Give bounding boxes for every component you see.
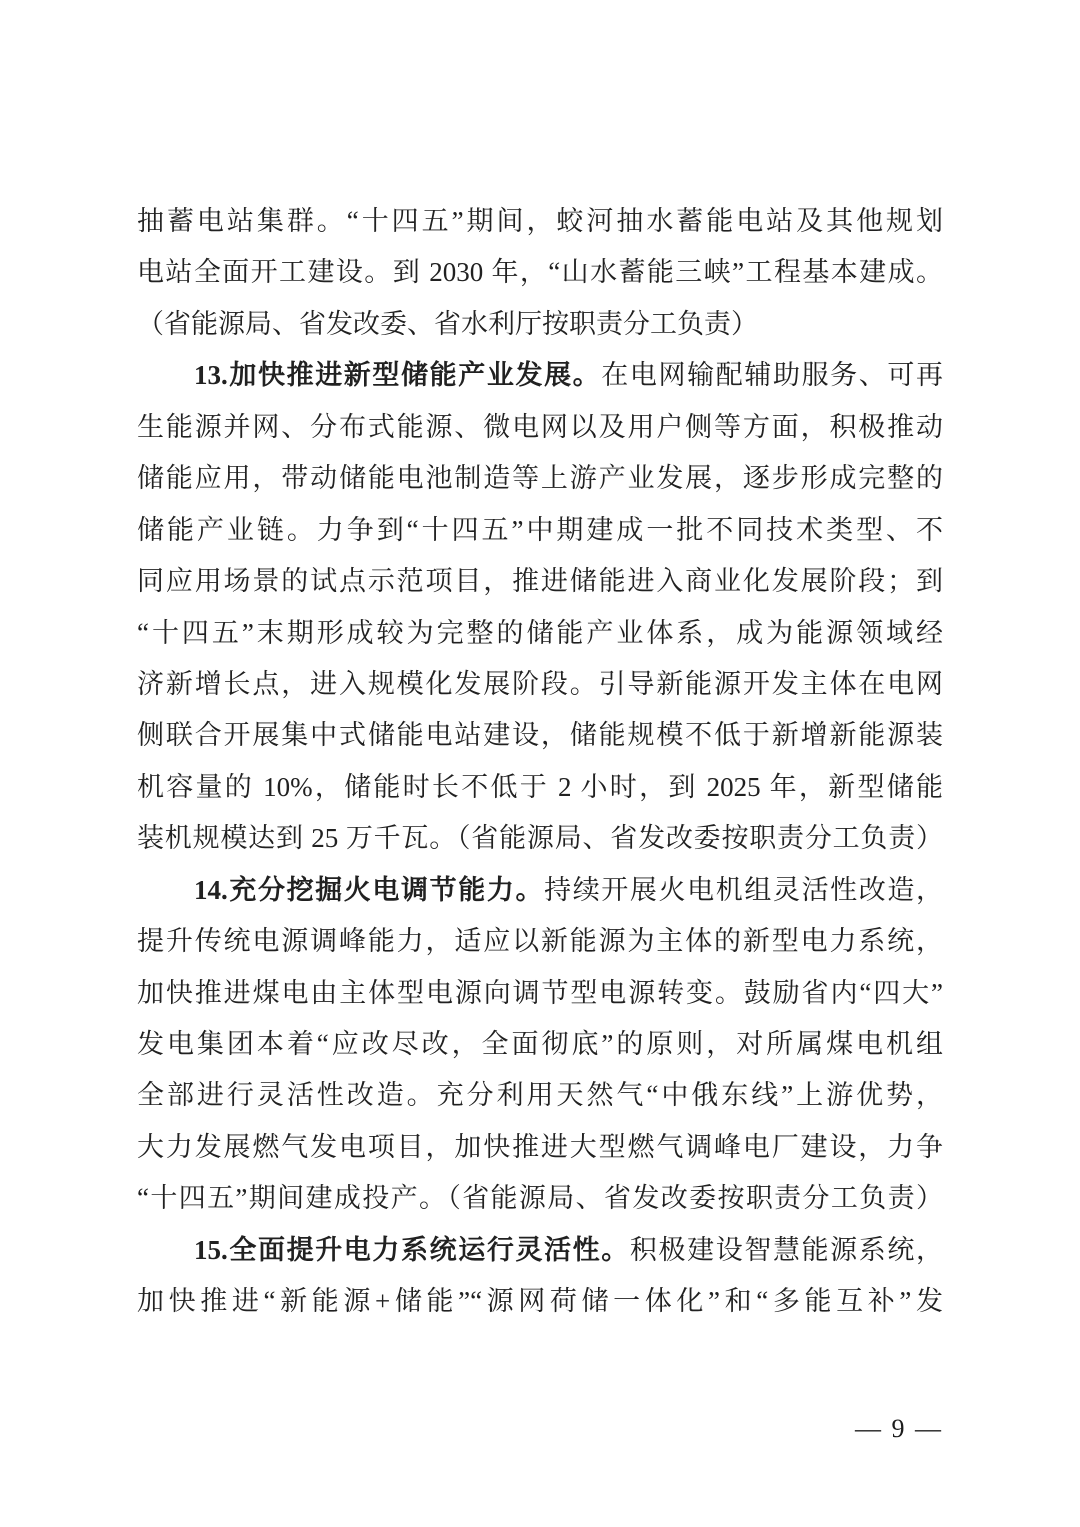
line-text: 加快推进“新能源+储能”“源网荷储一体化”和“多能互补”发 bbox=[137, 1286, 943, 1317]
document-body bbox=[137, 196, 943, 1328]
line-text: 在电网输配辅助服务、可再 bbox=[601, 360, 944, 391]
line-text: “十四五”期间建成投产。（省能源局、省发改委按职责分工负责） bbox=[137, 1183, 943, 1214]
line-text: 侧联合开展集中式储能电站建设，储能规模不低于新增新能源装 bbox=[137, 720, 943, 751]
text-line bbox=[137, 1019, 943, 1070]
text-line bbox=[137, 1173, 943, 1224]
line-text: 机容量的 10%，储能时长不低于 2 小时，到 2025 年，新型储能 bbox=[137, 771, 943, 802]
text-line bbox=[137, 556, 943, 607]
text-line bbox=[137, 659, 943, 710]
line-text: 提升传统电源调峰能力，适应以新能源为主体的新型电力系统， bbox=[137, 926, 943, 957]
line-text: 储能应用，带动储能电池制造等上游产业发展，逐步形成完整的 bbox=[137, 463, 943, 494]
text-line bbox=[137, 608, 943, 659]
line-text: 抽蓄电站集群。“十四五”期间，蛟河抽水蓄能电站及其他规划 bbox=[137, 206, 943, 236]
page-number: — 9 — bbox=[855, 1414, 943, 1443]
text-line bbox=[137, 916, 943, 967]
line-text: 电站全面开工建设。到 2030 年，“山水蓄能三峡”工程基本建成。 bbox=[137, 257, 943, 288]
text-line bbox=[137, 299, 943, 350]
text-line bbox=[137, 247, 943, 298]
line-text: （省能源局、省发改委、省水利厅按职责分工负责） bbox=[137, 308, 758, 339]
line-text: “十四五”末期形成较为完整的储能产业体系，成为能源领域经 bbox=[137, 617, 943, 648]
line-text: 同应用场景的试点示范项目，推进储能进入商业化发展阶段；到 bbox=[137, 566, 943, 597]
text-line bbox=[137, 1276, 943, 1327]
text-line bbox=[137, 762, 943, 813]
text-line bbox=[137, 710, 943, 761]
line-text: 持续开展火电机组灵活性改造， bbox=[544, 874, 944, 905]
line-text: 储能产业链。力争到“十四五”中期建成一批不同技术类型、不 bbox=[137, 514, 943, 545]
text-line bbox=[137, 196, 943, 247]
text-line bbox=[137, 1122, 943, 1173]
section-heading: 13.加快推进新型储能产业发展。 bbox=[194, 360, 602, 391]
section-heading: 14.充分挖掘火电调节能力。 bbox=[194, 874, 545, 905]
line-text: 发电集团本着“应改尽改，全面彻底”的原则，对所属煤电机组 bbox=[137, 1029, 943, 1059]
text-line bbox=[137, 1070, 943, 1121]
line-text: 济新增长点，进入规模化发展阶段。引导新能源开发主体在电网 bbox=[137, 668, 943, 699]
text-line bbox=[137, 453, 943, 504]
text-line bbox=[137, 402, 943, 453]
text-line bbox=[137, 505, 943, 556]
line-text: 生能源并网、分布式能源、微电网以及用户侧等方面，积极推动 bbox=[137, 411, 943, 442]
line-text: 积极建设智慧能源系统， bbox=[629, 1234, 944, 1265]
text-line bbox=[137, 968, 943, 1019]
line-text: 大力发展燃气发电项目，加快推进大型燃气调峰电厂建设，力争 bbox=[137, 1131, 943, 1162]
line-text: 加快推进煤电由主体型电源向调节型电源转变。鼓励省内“四大” bbox=[137, 977, 943, 1008]
line-text: 全部进行灵活性改造。充分利用天然气“中俄东线”上游优势， bbox=[137, 1080, 943, 1111]
text-line-section-14 bbox=[137, 865, 943, 916]
text-line-section-15 bbox=[137, 1225, 943, 1276]
text-line bbox=[137, 813, 943, 864]
line-text: 装机规模达到 25 万千瓦。（省能源局、省发改委按职责分工负责） bbox=[137, 823, 943, 854]
section-heading: 15.全面提升电力系统运行灵活性。 bbox=[194, 1234, 630, 1265]
text-line-section-13 bbox=[137, 350, 943, 401]
